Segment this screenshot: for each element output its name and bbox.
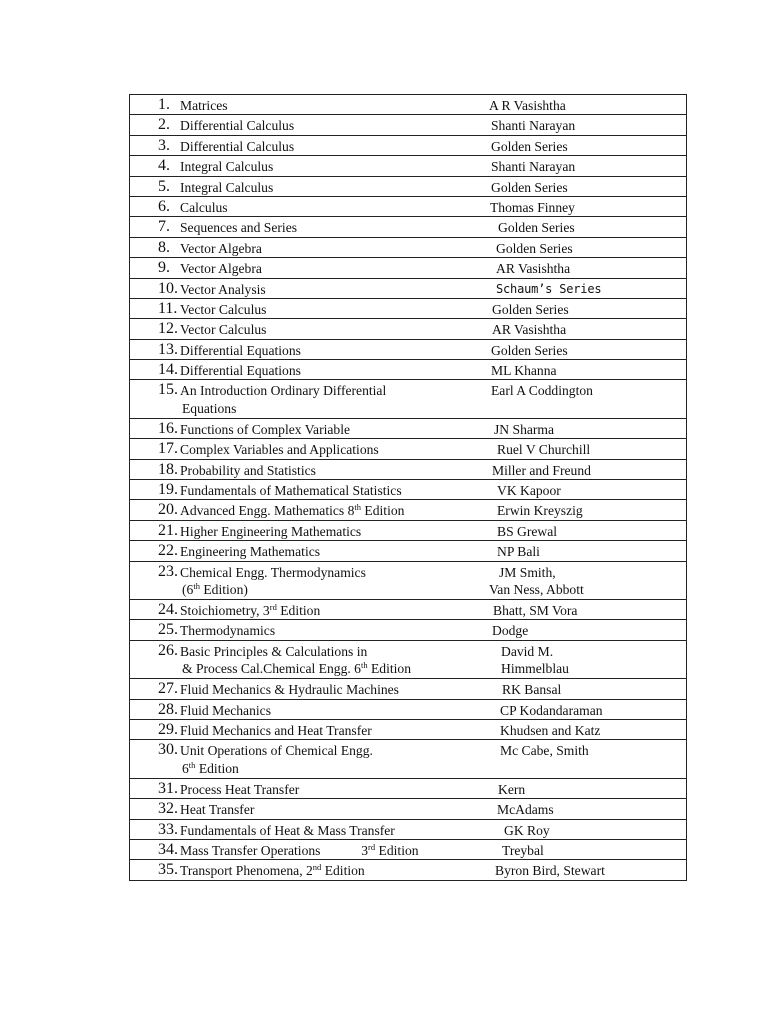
book-author: Golden Series [496, 240, 573, 256]
book-author: Shanti Narayan [491, 118, 576, 134]
row-number: 14. [158, 361, 178, 379]
book-title: Vector Analysis [180, 281, 266, 297]
book-author: Dodge [492, 623, 529, 639]
book-author: Thomas Finney [490, 199, 575, 215]
row-number: 34. [158, 840, 178, 858]
book-author: Golden Series [492, 301, 569, 317]
book-title: Differential Equations [180, 363, 301, 379]
table-row [130, 779, 686, 799]
row-number: 26. [158, 641, 178, 659]
table-row [130, 740, 686, 778]
row-number: 7. [158, 218, 170, 236]
table-row [130, 299, 686, 319]
book-title: Fluid Mechanics [180, 702, 271, 718]
book-author: Miller and Freund [492, 462, 591, 478]
book-author: AR Vasishtha [496, 261, 571, 277]
table-row [130, 799, 686, 819]
book-title: Fundamentals of Heat & Mass Transfer [180, 822, 395, 838]
book-title: Mass Transfer Operations 3rd Edition [180, 841, 419, 858]
table-row [130, 217, 686, 237]
table-row [130, 720, 686, 740]
book-title: An Introduction Ordinary Differential Equations [180, 383, 387, 416]
book-author: McAdams [497, 802, 554, 818]
row-number: 3. [158, 136, 170, 154]
book-author: David M. Himmelblau [501, 643, 569, 677]
row-number: 33. [158, 820, 178, 838]
table-row [130, 820, 686, 840]
book-title: Thermodynamics [180, 623, 276, 639]
book-author: Earl A Coddington [491, 383, 593, 399]
book-author: Golden Series [491, 342, 568, 358]
table-row [130, 460, 686, 480]
row-number: 6. [158, 197, 170, 215]
row-number: 30. [158, 741, 178, 759]
table-row [130, 319, 686, 339]
row-number: 5. [158, 177, 170, 195]
book-author: Treybal [502, 842, 544, 858]
row-number: 15. [158, 381, 178, 399]
row-number: 8. [158, 238, 170, 256]
table-row [130, 641, 686, 679]
book-title: Transport Phenomena, 2nd Edition [180, 862, 365, 879]
table-row [130, 340, 686, 360]
book-author: JM Smith, Van Ness, Abbott [489, 564, 584, 598]
row-number: 27. [158, 680, 178, 698]
row-number: 1. [158, 96, 170, 113]
table-row [130, 380, 686, 418]
book-author: Golden Series [491, 179, 568, 195]
table-row [130, 679, 686, 699]
row-number: 16. [158, 419, 178, 437]
table-row [130, 258, 686, 278]
book-author: RK Bansal [502, 682, 562, 698]
row-number: 21. [158, 521, 178, 539]
row-number: 20. [158, 501, 178, 519]
book-title: Differential Calculus [180, 118, 295, 134]
row-number: 22. [158, 542, 178, 560]
table-row [130, 480, 686, 500]
book-title: Integral Calculus [180, 159, 274, 175]
book-title: Unit Operations of Chemical Engg. 6th Edition [180, 743, 373, 776]
row-number: 10. [158, 279, 178, 297]
table-row [130, 620, 686, 640]
book-title: Vector Algebra [180, 261, 262, 277]
table-row [130, 177, 686, 197]
book-author: Ruel V Churchill [497, 442, 591, 458]
row-number: 11. [158, 299, 178, 317]
row-number: 24. [158, 600, 178, 618]
book-author: VK Kapoor [497, 483, 561, 499]
book-list-table [129, 94, 687, 881]
row-number: 31. [158, 779, 178, 797]
book-author: Byron Bird, Stewart [495, 863, 605, 879]
row-number: 4. [158, 157, 170, 175]
table-row [130, 238, 686, 258]
row-number: 28. [158, 700, 178, 718]
book-title: Engineering Mathematics [180, 544, 321, 560]
table-row [130, 500, 686, 520]
book-author: Mc Cabe, Smith [500, 743, 589, 759]
book-author: NP Bali [497, 544, 540, 560]
book-title: Higher Engineering Mathematics [180, 523, 362, 539]
book-title: Sequences and Series [180, 220, 298, 236]
book-author: Schaum’s Series [496, 281, 602, 296]
row-number: 32. [158, 800, 178, 818]
table-row [130, 360, 686, 380]
row-number: 17. [158, 440, 178, 458]
book-title: Fluid Mechanics and Heat Transfer [180, 722, 372, 738]
table-row [130, 136, 686, 156]
table-row [130, 860, 686, 880]
row-number: 23. [158, 562, 178, 580]
book-title: Integral Calculus [180, 179, 274, 195]
row-number: 19. [158, 481, 178, 499]
row-number: 12. [158, 320, 178, 338]
row-number: 18. [158, 460, 178, 478]
table-row [130, 521, 686, 541]
book-title: Differential Equations [180, 342, 301, 358]
row-number: 2. [158, 116, 170, 134]
table-row [130, 600, 686, 620]
book-title: Chemical Engg. Thermodynamics (6th Edition) [180, 564, 366, 598]
book-author: BS Grewal [497, 523, 558, 539]
book-title: Fluid Mechanics & Hydraulic Machines [180, 682, 399, 698]
book-title: Matrices [180, 98, 228, 113]
book-title: Vector Algebra [180, 240, 262, 256]
book-title: Complex Variables and Applications [180, 442, 379, 458]
book-author: A R Vasishtha [489, 98, 566, 113]
book-author: Golden Series [498, 220, 575, 236]
book-title: Basic Principles & Calculations in & Process Cal.Chemical Engg. 6th Edition [180, 643, 412, 677]
table-row [130, 279, 686, 299]
book-author: Erwin Kreyszig [497, 503, 583, 519]
book-author: ML Khanna [491, 363, 557, 379]
book-title: Heat Transfer [180, 802, 255, 818]
table-row [130, 197, 686, 217]
table-row [130, 156, 686, 176]
book-title: Fundamentals of Mathematical Statistics [180, 483, 402, 499]
book-title: Calculus [180, 199, 228, 215]
row-number: 13. [158, 340, 178, 358]
table-row [130, 95, 686, 115]
book-author: Khudsen and Katz [500, 722, 601, 738]
table-row [130, 840, 686, 860]
row-number: 9. [158, 259, 170, 277]
book-author: JN Sharma [494, 421, 555, 437]
book-title: Vector Calculus [180, 322, 267, 338]
book-title: Advanced Engg. Mathematics 8th Edition [180, 502, 405, 519]
book-title: Differential Calculus [180, 138, 295, 154]
table-row [130, 115, 686, 135]
book-title: Vector Calculus [180, 301, 267, 317]
table-row [130, 419, 686, 439]
book-author: AR Vasishtha [492, 322, 567, 338]
table-row [130, 562, 686, 600]
book-author: CP Kodandaraman [500, 702, 603, 718]
row-number: 35. [158, 861, 178, 879]
book-author: Kern [498, 781, 526, 797]
book-author: GK Roy [504, 822, 550, 838]
table-row [130, 439, 686, 459]
book-author: Golden Series [491, 138, 568, 154]
table-row [130, 541, 686, 561]
row-number: 25. [158, 621, 178, 639]
book-title: Functions of Complex Variable [180, 421, 351, 437]
book-title: Process Heat Transfer [180, 781, 300, 797]
table-row [130, 700, 686, 720]
book-author: Shanti Narayan [491, 159, 576, 175]
row-number: 29. [158, 720, 178, 738]
book-author: Bhatt, SM Vora [493, 602, 578, 618]
book-title: Probability and Statistics [180, 462, 316, 478]
book-title: Stoichiometry, 3rd Edition [180, 601, 321, 618]
